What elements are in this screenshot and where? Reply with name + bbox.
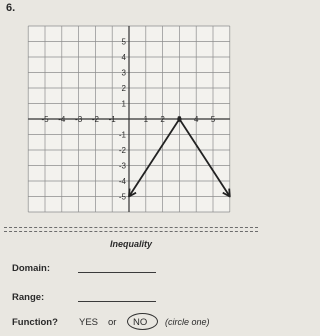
x-tick-label: -5	[41, 115, 49, 124]
y-tick-label: 1	[121, 99, 126, 109]
range-answer-line[interactable]	[78, 301, 156, 302]
vertex-point	[177, 117, 181, 121]
y-tick-label: -1	[118, 130, 126, 140]
domain-answer-line[interactable]	[78, 272, 156, 273]
problem-number: 6.	[6, 2, 16, 14]
domain-label: Domain:	[12, 263, 50, 274]
x-tick-label: 2	[160, 115, 165, 124]
x-tick-label: 1	[143, 115, 149, 124]
function-label: Function?	[12, 317, 58, 328]
y-tick-label: 3	[121, 68, 126, 78]
x-tick-label: 4	[193, 115, 199, 124]
y-tick-label: -3	[118, 161, 126, 171]
y-tick-label: -4	[118, 177, 126, 186]
y-tick-label: 5	[121, 37, 126, 47]
y-tick-label: -5	[118, 192, 126, 202]
x-tick-label: -4	[58, 115, 66, 124]
x-tick-label: 5	[210, 115, 216, 124]
x-tick-label: -1	[108, 115, 116, 124]
section-divider-top	[4, 227, 258, 228]
x-tick-label: -2	[91, 115, 99, 124]
y-tick-label: 2	[121, 84, 126, 93]
yes-option[interactable]: YES	[79, 317, 99, 328]
section-divider-bottom	[4, 231, 258, 232]
x-tick-label: -3	[75, 115, 83, 124]
or-text: or	[108, 317, 117, 328]
y-tick-label: -2	[118, 146, 126, 155]
circle-one-note: (circle one)	[165, 317, 210, 327]
y-tick-label: 4	[121, 53, 126, 62]
no-option[interactable]: NO	[133, 317, 148, 328]
inequality-heading: Inequality	[109, 239, 152, 249]
range-label: Range:	[12, 292, 45, 303]
